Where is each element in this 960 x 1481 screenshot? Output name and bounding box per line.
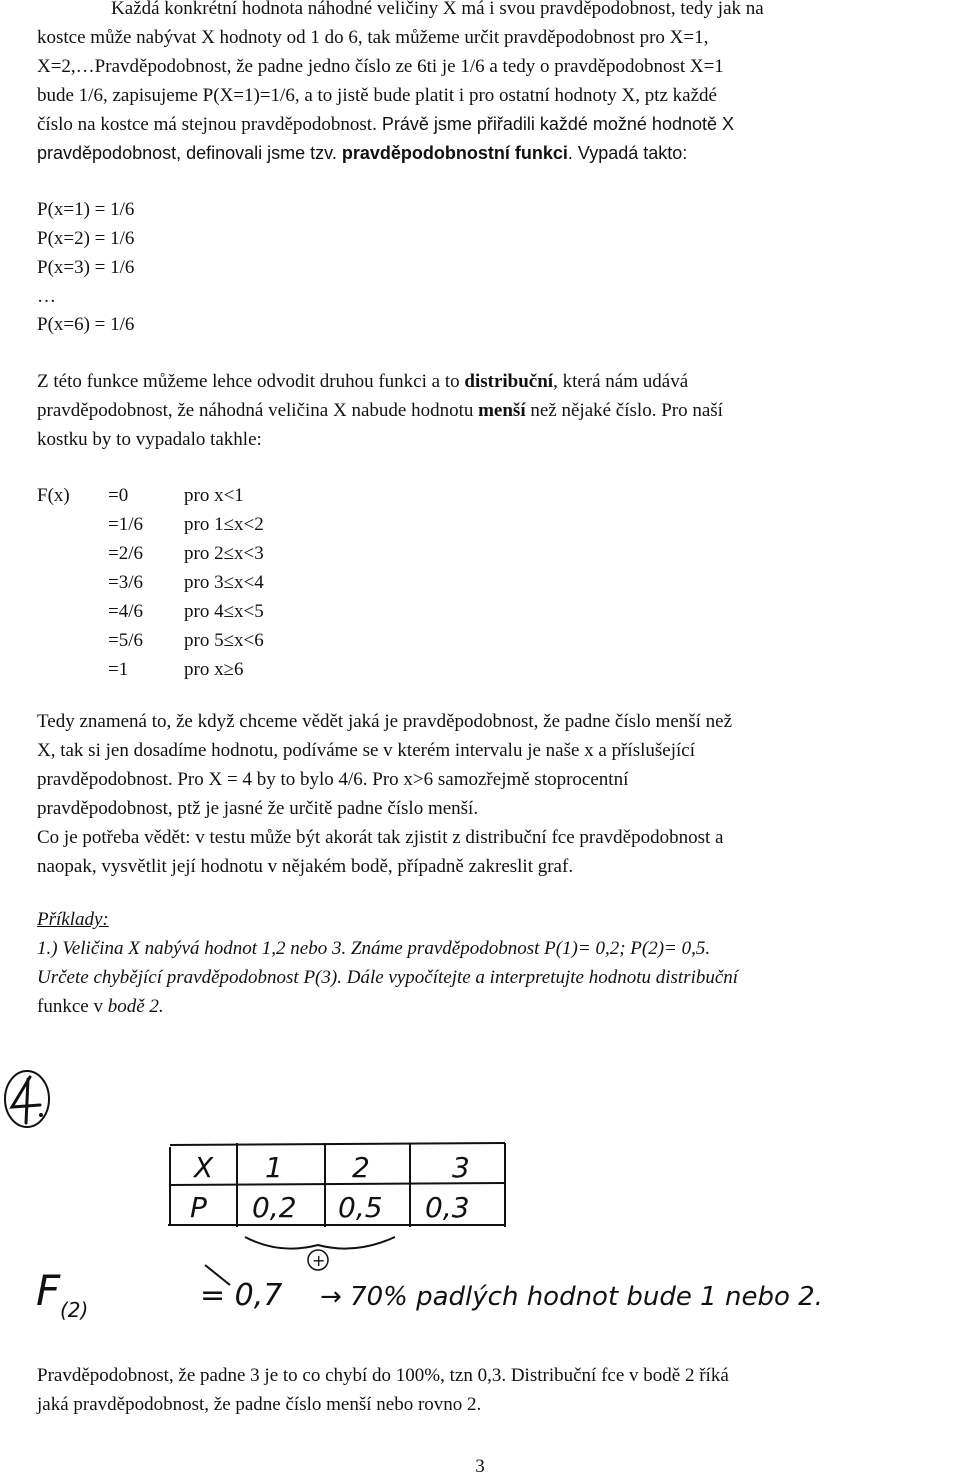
prob-row: P(x=3) = 1/6: [37, 257, 135, 278]
cdf-condition: pro x<1: [184, 485, 244, 506]
handwritten-brace: [245, 1237, 395, 1249]
examples-heading: Příklady:: [37, 909, 109, 930]
cdf-value: =1/6: [108, 514, 143, 535]
prob-row: P(x=6) = 1/6: [37, 314, 135, 335]
prob-row: P(x=2) = 1/6: [37, 228, 135, 249]
cdf-value: =5/6: [108, 630, 143, 651]
handwritten-table-text: [190, 1151, 470, 1224]
answer-line: jaká pravděpodobnost, že padne číslo menší nebo rovno 2.: [37, 1394, 482, 1415]
expl-line: naopak, vysvětlit její hodnotu v nějakém bodě, případně zakreslit graf.: [37, 856, 574, 877]
table-p-value: 0,2: [252, 1191, 297, 1224]
cdf-condition: pro 3≤x<4: [184, 572, 264, 593]
cdf-value: =3/6: [108, 572, 143, 593]
intro-term-prob-function: pravděpodobnostní funkci: [341, 143, 568, 163]
cdf-condition: pro x≥6: [184, 659, 244, 680]
intro-line-5: [37, 110, 734, 139]
hw-f-eq: = 0,7: [200, 1278, 283, 1313]
table-x-value: 1: [265, 1151, 283, 1184]
answer-line: Pravděpodobnost, že padne 3 je to co chybí do 100%, tzn 0,3. Distribuční fce v bodě 2 říká: [37, 1365, 729, 1386]
dist-text: pravděpodobnost, že náhodná veličina X nabude hodnotu: [37, 400, 479, 421]
dist-text: než nějaké číslo. Pro naší: [525, 400, 723, 421]
hw-f-arg: (2): [60, 1298, 89, 1322]
handwritten-solution: [0, 1055, 960, 1335]
intro-line-5a: číslo na kostce má stejnou pravděpodobnost.: [37, 114, 377, 135]
example-line-2: [37, 963, 738, 992]
example-text: bodě 2.: [107, 996, 164, 1017]
prob-row-ellipsis: …: [37, 286, 56, 307]
expl-line: Tedy znamená to, že když chceme vědět jaká je pravděpodobnost, že padne číslo menší než: [37, 711, 733, 732]
cdf-value: =1: [108, 659, 129, 680]
intro-line-6a: pravděpodobnost, definovali jsme tzv.: [37, 143, 342, 163]
dist-text: Z této funkce můžeme lehce odvodit druhou funkci a to: [37, 371, 465, 392]
prob-row: P(x=1) = 1/6: [37, 199, 135, 220]
cdf-condition: pro 5≤x<6: [184, 630, 264, 651]
table-x-label: X: [194, 1151, 214, 1184]
table-p-value: 0,5: [338, 1191, 383, 1224]
intro-line-6c: . Vypadá takto:: [567, 143, 688, 163]
example-text: Určete chybějící pravděpodobnost P(3): [37, 967, 338, 988]
hw-f-note: → 70% padlých hodnot bude 1 nebo 2.: [320, 1282, 823, 1312]
cdf-value: =4/6: [108, 601, 143, 622]
cdf-value: =2/6: [108, 543, 143, 564]
dist-term-less: menší: [478, 400, 526, 421]
dist-line-1: [37, 367, 688, 396]
cdf-value: =0: [108, 485, 129, 506]
handwritten-result: [36, 1266, 823, 1322]
intro-line-5b: Právě jsme přiřadili každé možné hodnotě X: [376, 114, 735, 134]
table-p-value: 0,3: [425, 1191, 470, 1224]
expl-line: pravděpodobnost. Pro X = 4 by to bylo 4/6. Pro x>6 samozřejmě stoprocentní: [37, 769, 629, 790]
cdf-label: F(x): [37, 485, 70, 506]
example-text: funkce v: [37, 996, 108, 1017]
page-number: 3: [475, 1456, 485, 1477]
intro-line-1: Každá konkrétní hodnota náhodné veličiny X má i svou pravděpodobnost, tedy jak na: [111, 0, 764, 19]
example-text: . Dále vypočítejte a interpretujte hodnotu distribuční: [337, 967, 739, 988]
cdf-condition: pro 2≤x<3: [184, 543, 264, 564]
table-p-label: P: [190, 1191, 207, 1224]
table-x-value: 2: [352, 1151, 370, 1184]
example-line-3: [37, 992, 164, 1021]
intro-line-4: bude 1/6, zapisujeme P(X=1)=1/6, a to jistě bude platit i pro ostatní hodnoty X, ptz každé: [37, 85, 717, 106]
intro-line-3: X=2,…Pravděpodobnost, že padne jedno číslo ze 6ti je 1/6 a tedy o pravděpodobnost X=1: [37, 56, 724, 77]
example-line-1: 1.) Veličina X nabývá hodnot 1,2 nebo 3. Známe pravděpodobnost P(1)= 0,2; P(2)= 0,5.: [37, 938, 711, 959]
dist-term-distribution: distribuční: [464, 371, 554, 392]
intro-line-6: [37, 139, 687, 168]
expl-line: X, tak si jen dosadíme hodnotu, podíváme se v kterém intervalu je naše x a příslušející: [37, 740, 695, 761]
intro-line-2: kostce může nabývat X hodnoty od 1 do 6, tak můžeme určit pravděpodobnost pro X=1,: [37, 27, 709, 48]
dist-line-3: kostku by to vypadalo takhle:: [37, 429, 262, 450]
hw-f-label: F: [36, 1266, 61, 1315]
table-x-value: 3: [452, 1151, 470, 1184]
cdf-condition: pro 1≤x<2: [184, 514, 264, 535]
dist-text: , která nám udává: [553, 371, 689, 392]
handwritten-number-4: [5, 1071, 49, 1127]
expl-line: Co je potřeba vědět: v testu může být akorát tak zjistit z distribuční fce pravděpodobnost a: [37, 827, 724, 848]
handwritten-plus: +: [312, 1251, 326, 1270]
cdf-condition: pro 4≤x<5: [184, 601, 264, 622]
expl-line: pravděpodobnost, ptž je jasné že určitě padne číslo menší.: [37, 798, 479, 819]
dist-line-2: [37, 396, 723, 425]
